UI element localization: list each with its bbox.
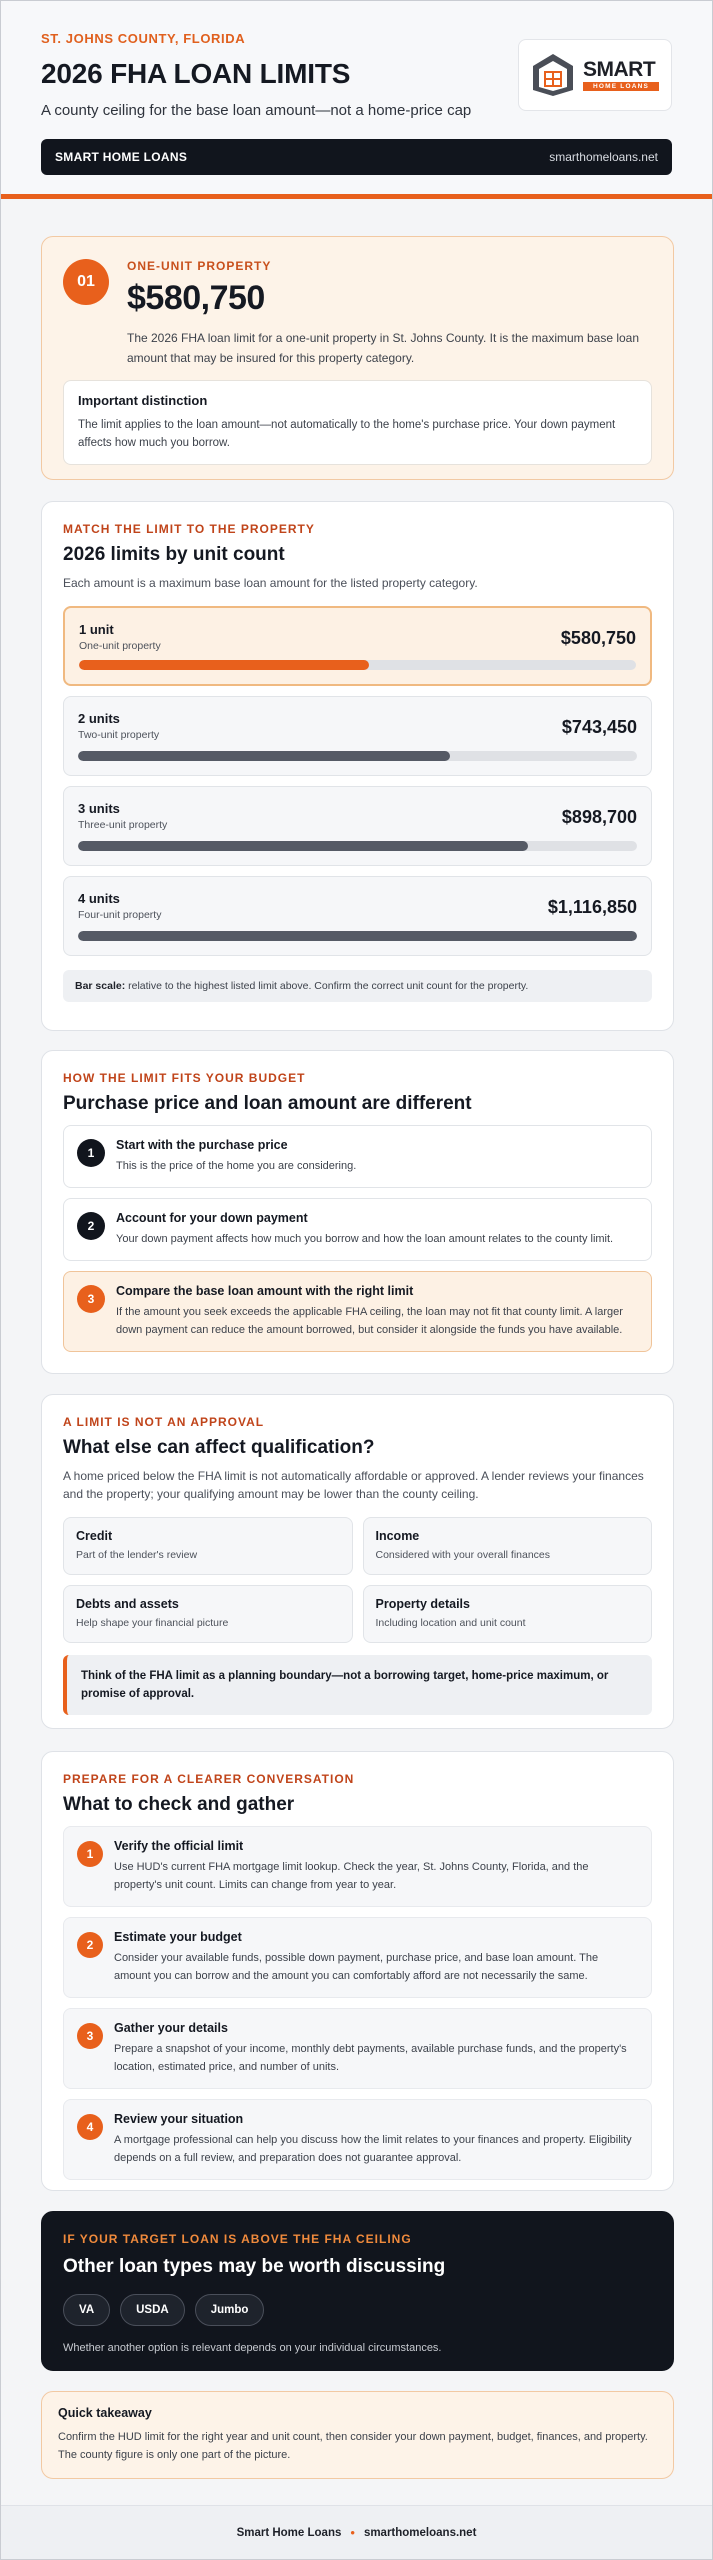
footer-url[interactable]: smarthomeloans.net xyxy=(363,2526,477,2539)
qualification-eyebrow: A LIMIT IS NOT AN APPROVAL xyxy=(63,1415,265,1429)
one-unit-amount: $580,750 xyxy=(127,279,265,317)
planning-callout: Think of the FHA limit as a planning boundary—not a borrowing target, home-price maximum, or promise of approval. xyxy=(63,1655,652,1715)
logo-wordmark: SMART xyxy=(583,57,656,81)
step-text: Your down payment affects how much you borrow and how the loan amount relates to the county limit. xyxy=(116,1233,614,1245)
other-loans-eyebrow: IF YOUR TARGET LOAN IS ABOVE THE FHA CEILING xyxy=(63,2232,412,2246)
unit-property-type: One-unit property xyxy=(79,640,161,652)
unit-limit-list xyxy=(63,606,652,956)
checklist-item-text: Use HUD's current FHA mortgage limit lookup. Check the year, St. Johns County, Florida, and the property's unit count. Limits can change from year to year. xyxy=(114,1861,589,1891)
page-subtitle: A county ceiling for the base loan amount—not a home-price cap xyxy=(41,102,472,119)
other-loans-title: Other loan types may be worth discussing xyxy=(63,2256,446,2277)
step-title: Compare the base loan amount with the right limit xyxy=(116,1284,414,1298)
unit-limit-row xyxy=(63,876,652,956)
budget-step xyxy=(63,1271,652,1352)
house-logo-icon xyxy=(531,52,575,98)
step-number-badge: 1 xyxy=(77,1139,105,1167)
limit-bar-fill xyxy=(78,841,528,851)
factor-title: Debts and assets xyxy=(76,1597,179,1611)
limit-bar-fill xyxy=(78,751,450,761)
other-loans-note: Whether another option is relevant depends on your individual circumstances. xyxy=(63,2342,442,2354)
unit-property-type: Four-unit property xyxy=(78,909,162,921)
checklist-item-title: Verify the official limit xyxy=(114,1839,244,1853)
unit-limit-row xyxy=(63,786,652,866)
checklist-item-text: Consider your available funds, possible down payment, purchase price, and base loan amount. The amount you can borrow and the amount you can comfortably afford are not necessarily the same. xyxy=(114,1952,599,1982)
limit-bar-track xyxy=(78,841,637,851)
unit-count-label: 3 units xyxy=(78,801,120,816)
loan-type-pill: VA xyxy=(63,2294,110,2326)
checklist-item xyxy=(63,2099,652,2180)
header xyxy=(1,1,712,199)
loan-type-pill: Jumbo xyxy=(195,2294,265,2326)
checklist-item-text: A mortgage professional can help you discuss how the limit relates to your finances and property. Eligibility depends on a full review, and preparation does not guarantee approval. xyxy=(114,2134,632,2164)
checklist-card xyxy=(41,1751,674,2191)
checklist-list xyxy=(63,1826,652,2180)
qualification-card xyxy=(41,1394,674,1729)
unit-property-type: Three-unit property xyxy=(78,819,168,831)
qualification-factor xyxy=(63,1517,353,1575)
unit-limit-amount: $580,750 xyxy=(560,628,636,648)
checklist-item xyxy=(63,2008,652,2089)
factor-title: Property details xyxy=(375,1597,470,1611)
section-number-badge: 01 xyxy=(63,259,109,305)
checklist-item-title: Gather your details xyxy=(114,2021,228,2035)
distinction-title: Important distinction xyxy=(78,393,208,408)
qualification-description: A home priced below the FHA limit is not automatically affordable or approved. A lender reviews your finances and the property; your qualifying amount may be lower than the county ceiling. xyxy=(63,1469,644,1501)
qualification-factor xyxy=(63,1585,353,1643)
checklist-title: What to check and gather xyxy=(63,1794,295,1815)
factor-title: Income xyxy=(375,1529,420,1543)
step-number-badge: 3 xyxy=(77,1285,105,1313)
footer-brand: Smart Home Loans xyxy=(236,2526,342,2539)
page-title: 2026 FHA LOAN LIMITS xyxy=(41,58,351,89)
unit-limit-amount: $743,450 xyxy=(561,717,637,737)
unit-limit-row xyxy=(63,696,652,776)
brand-logo xyxy=(518,39,672,111)
distinction-text: The limit applies to the loan amount—not automatically to the home's purchase price. Your down payment affects how much you borrow. xyxy=(78,419,616,449)
checklist-item xyxy=(63,1917,652,1998)
footer xyxy=(1,2505,712,2559)
factor-description: Part of the lender's review xyxy=(76,1549,198,1561)
one-unit-card xyxy=(41,236,674,480)
limit-bar-track xyxy=(78,931,637,941)
unit-count-label: 4 units xyxy=(78,891,120,906)
step-title: Account for your down payment xyxy=(116,1211,308,1225)
logo-tagline: HOME LOANS xyxy=(583,82,659,91)
qualification-title: What else can affect qualification? xyxy=(63,1437,375,1458)
step-text: If the amount you seek exceeds the applicable FHA ceiling, the loan may not fit that county limit. A larger down payment can reduce the amount borrowed, but consider it alongside the funds you have available. xyxy=(116,1306,623,1336)
factor-title: Credit xyxy=(76,1529,113,1543)
budget-step xyxy=(63,1125,652,1188)
limits-eyebrow: MATCH THE LIMIT TO THE PROPERTY xyxy=(63,522,315,536)
qualification-factor-grid xyxy=(63,1517,652,1643)
other-loans-card xyxy=(41,2211,674,2371)
qualification-factor xyxy=(363,1517,653,1575)
step-title: Start with the purchase price xyxy=(116,1138,288,1152)
unit-count-label: 1 unit xyxy=(79,622,114,637)
limit-bar-fill xyxy=(78,931,637,941)
unit-limit-amount: $898,700 xyxy=(561,807,637,827)
budget-title: Purchase price and loan amount are different xyxy=(63,1093,472,1114)
location-eyebrow: ST. JOHNS COUNTY, FLORIDA xyxy=(41,31,246,46)
checklist-eyebrow: PREPARE FOR A CLEARER CONVERSATION xyxy=(63,1772,355,1786)
checklist-item-text: Prepare a snapshot of your income, monthly debt payments, available purchase funds, and the property's location, estimated price, and number of units. xyxy=(114,2043,627,2073)
distinction-box xyxy=(63,380,652,465)
bar-scale-label: Bar scale: xyxy=(75,980,126,992)
unit-limit-amount: $1,116,850 xyxy=(547,897,637,917)
checklist-number-badge: 2 xyxy=(77,1932,103,1958)
limit-bar-track xyxy=(79,660,636,670)
bar-scale-text: relative to the highest listed limit above. Confirm the correct unit count for the property. xyxy=(125,980,529,992)
budget-eyebrow: HOW THE LIMIT FITS YOUR BUDGET xyxy=(63,1071,306,1085)
limits-by-unit-card xyxy=(41,501,674,1031)
takeaway-title: Quick takeaway xyxy=(58,2406,152,2420)
checklist-number-badge: 1 xyxy=(77,1841,103,1867)
qualification-factor xyxy=(363,1585,653,1643)
bar-scale-note xyxy=(63,970,652,1002)
step-text: This is the price of the home you are considering. xyxy=(116,1160,357,1172)
unit-limit-row xyxy=(63,606,652,686)
checklist-item-title: Review your situation xyxy=(114,2112,244,2126)
unit-count-label: 2 units xyxy=(78,711,120,726)
one-unit-description: The 2026 FHA loan limit for a one-unit property in St. Johns County. It is the maximum base loan amount that may be insured for this property category. xyxy=(127,331,640,365)
checklist-number-badge: 3 xyxy=(77,2023,103,2049)
budget-step-list xyxy=(63,1125,652,1352)
brand-url[interactable]: smarthomeloans.net xyxy=(549,150,658,164)
factor-description: Help shape your financial picture xyxy=(76,1617,229,1629)
checklist-item xyxy=(63,1826,652,1907)
checklist-item-title: Estimate your budget xyxy=(114,1930,242,1944)
brand-name: SMART HOME LOANS xyxy=(55,150,188,164)
limit-bar-track xyxy=(78,751,637,761)
factor-description: Including location and unit count xyxy=(375,1617,526,1629)
unit-property-type: Two-unit property xyxy=(78,729,160,741)
footer-separator: • xyxy=(350,2525,355,2540)
budget-step xyxy=(63,1198,652,1261)
limits-title: 2026 limits by unit count xyxy=(63,544,285,565)
checklist-number-badge: 4 xyxy=(77,2114,103,2140)
brand-bar xyxy=(41,139,672,175)
takeaway-card xyxy=(41,2391,674,2479)
step-number-badge: 2 xyxy=(77,1212,105,1240)
limits-description: Each amount is a maximum base loan amount for the listed property category. xyxy=(63,576,478,590)
loan-type-pill: USDA xyxy=(120,2294,185,2326)
limit-bar-fill xyxy=(79,660,369,670)
budget-card xyxy=(41,1050,674,1374)
one-unit-eyebrow: ONE-UNIT PROPERTY xyxy=(127,259,272,273)
takeaway-text: Confirm the HUD limit for the right year and unit count, then consider your down payment, budget, finances, and property. The county figure is only one part of the picture. xyxy=(58,2431,648,2461)
factor-description: Considered with your overall finances xyxy=(375,1549,551,1561)
loan-type-pills xyxy=(63,2294,652,2326)
